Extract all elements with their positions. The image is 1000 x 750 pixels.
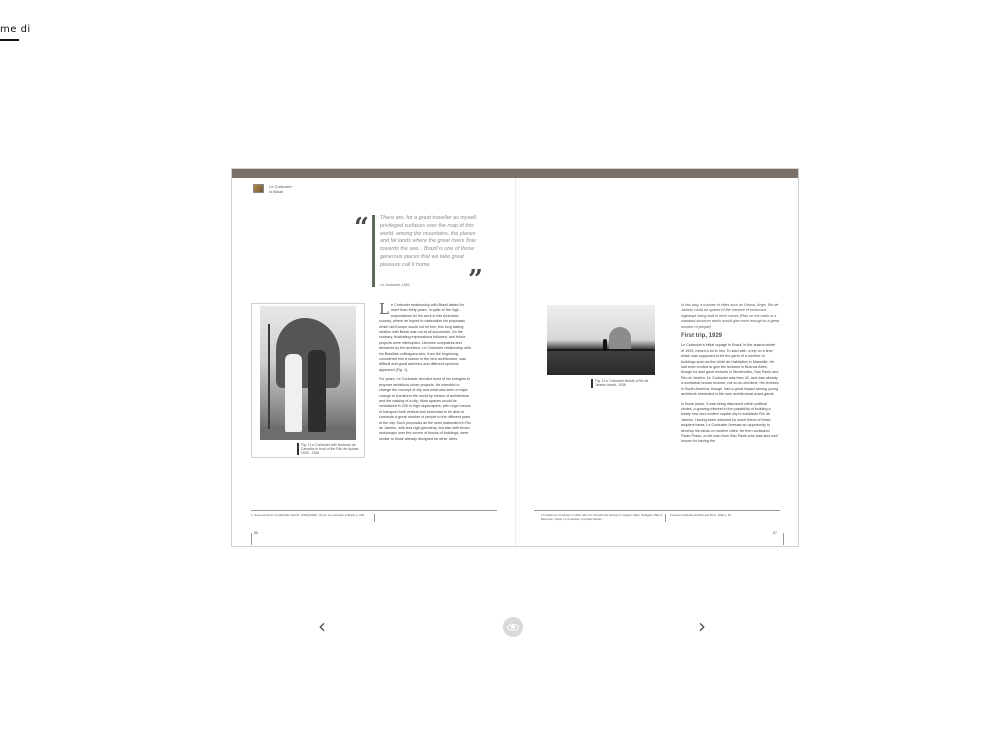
- photo-le-corbusier-sugarloaf: [251, 303, 365, 458]
- previous-page-button[interactable]: ‹: [318, 614, 326, 638]
- caption-bar: [297, 443, 299, 455]
- photo-rio-beach: [546, 303, 656, 392]
- photo-man-dark: [308, 350, 326, 432]
- spread-top-band: [232, 169, 798, 178]
- spread-spine: [515, 178, 516, 547]
- photo-caption-right: Fig. 2 Le Corbusier beside a Rio de Janeiro beach, 1936: [595, 379, 649, 388]
- footnote-divider: [374, 514, 375, 522]
- chapter-header-line2: in Brazil: [269, 189, 284, 194]
- footnote-rule: [251, 510, 497, 511]
- page-corner-mark: [251, 533, 252, 545]
- book-spread: [231, 168, 799, 547]
- body-paragraph: Le Corbusier's initial voyage to Brazil, in the austral winter of 1929, meant a lot to him. To start with, a trip on a liner, which was supposed to be the germ of a number of buildings such as the Unité de Habitation in Marseille. He had been invited to give ten lectures in Buenos Aires, though he also gave lectures in Montevideo, Sao Paulo and Rio de Janeiro. Le Corbusier was then 42, and was already a worldwide known lecturer, not so an architect. His lectures in South America, though, had a great impact among young architects interested in the new architectural avant-garde.: [681, 343, 779, 397]
- app-logo[interactable]: me di: [0, 24, 31, 35]
- photo-image: [547, 305, 655, 375]
- footnote-mid: 2 Invitation to Corbusier in 1929, after his visit with the Society in Lingotto, Milan, Stuttgart, Milky a Berenson, Oscar, Le Corbusier, Complete Works...: [541, 513, 663, 521]
- caption-bar: [591, 379, 593, 388]
- chapter-thumbnail-icon: [253, 184, 264, 193]
- body-paragraph: For years, Le Corbusier devoted most of his energies to propose ambitious urban projects. He intended to change the concept of city and what was seen a major change to transform the world by means of architecture and the making of a city. Work spaces would be centralized in 200 m high skyscrapers, with huge means of transport both vertical and horizontal to be able to commute a great number of people to the different parts of the city. Such proposals as the ones elaborated in Rio de Janeiro, with less rigid geometry, but also with broad motorways over the covers of blocks of buildings, were similar to those already designed for other cities.: [379, 377, 471, 441]
- footnote-divider: [665, 514, 666, 522]
- page-number-right: 87: [773, 531, 777, 535]
- eye-pupil: [511, 625, 515, 629]
- photo-image: [260, 306, 356, 440]
- photo-rail: [547, 349, 655, 351]
- footnote-right: Ferreira in Estudiar Achibiri and Prize, 1996 p. 18.: [670, 513, 732, 517]
- chapter-header-line1: Le Corbusier: [269, 184, 292, 189]
- photo-man-white: [285, 354, 302, 432]
- next-page-button[interactable]: ›: [698, 614, 706, 638]
- quote-attribution: Le Corbusier, 1962: [380, 283, 410, 287]
- logo-underline: [0, 39, 19, 41]
- photo-caption-left: Fig. 1 Le Corbusier with Norberto de Carvalho in front of the Pão de Açúcar, 1929 - 1936: [301, 443, 360, 456]
- page-corner-mark: [783, 533, 784, 545]
- quote-close-mark: ”: [468, 265, 483, 295]
- pull-quote: There are, for a great traveller as myself, privileged surfaces over the map of this world, among the mountains, the planes and fat lands where the great rivers flow towards the sea... Brazil is one of those generous places that we take great pleasure call it home.: [380, 215, 478, 268]
- photo-mountain: [609, 327, 631, 349]
- photo-figure: [603, 339, 607, 351]
- body-paragraph: In those years, it was being discussed within political circles, a growing interest in the possibility of building a totally new and modern capital city to substitute Rio de Janeiro. Having been informed by some friend of these incipient ideas, Le Corbusier foresaw an opportunity to develop his ideas on modern cities. He then contacted Paulo Prado, a rich man from Sao Paulo who was also well known for having the: [681, 401, 778, 444]
- photo-lamp: [268, 324, 270, 429]
- italic-paragraph: In this way, a number of cities such as Genoa, Argel, Rio de Janeiro could be spared of the menace of enormous highways being built in level curves (Plan on the basis of a standard structure which would give room enough to a great number of people): [681, 303, 779, 329]
- quote-open-mark: “: [354, 213, 369, 243]
- section-heading: First trip, 1929: [681, 333, 723, 340]
- quote-bar: [372, 215, 375, 287]
- body-column-left: [379, 300, 471, 446]
- view-toggle-button[interactable]: [503, 617, 523, 637]
- page-number-left: 86: [254, 531, 258, 535]
- footnote-left: 1 "Some words for my Brazilian friends" (1962)(1962). (To be: Le Corbusier in Brazil, p. 200.: [251, 513, 365, 517]
- body-paragraph: e Corbusier relationship with Brazil lasted for more than thirty years. In spite of the high expectations for his work in this American country, where he hoped to materialize his proposals which old Europe would not let him, this long lasting relation with Brazil was not at all successful. On the contrary, frustrating expectations followed, and future projects were interrupted. Likewise complaints and demands by the architect. Le Corbusier relationship with his Brazilian colleagues who, from the beginning, considered him a mason in the new architecture, was difficult and great admirers and different opinions appeared (Fig. 1).: [379, 303, 471, 372]
- footnote-rule: [534, 510, 780, 511]
- body-column-right: [681, 303, 779, 449]
- chapter-header: [269, 184, 292, 194]
- drop-cap: L: [379, 300, 389, 318]
